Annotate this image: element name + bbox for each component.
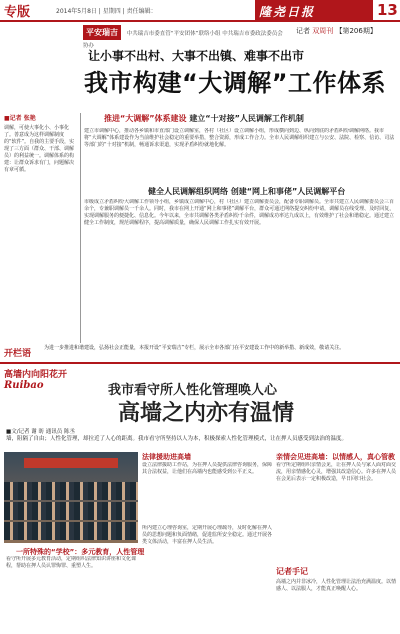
photo-audience-row — [4, 502, 138, 520]
column-subtitle: 中共瑞吉市委直管“平安团体”联络小组 中共瑞吉市委政法委员会 协办 — [83, 31, 283, 49]
byline-name: 双周刊 — [312, 27, 334, 35]
body-section-2: 市级成立矛盾纠纷大调解工作领导小组，乡镇成立调解中心，村（社区）建立调解委员会，配备专职调解员。全市共建立人民调解委员会三百余个，专兼职调解员一千余人。同时，我市在网上开通“网上和事佬”调解平台，群众可通过网络提交纠纷申请，调解员在线受理、及时回复，实现调解服务的便捷化、信息化。今年以来，全市共调解各类矛盾纠纷千余件，调解成功率达九成以上，有效维护了社会和谐稳定。通过建立健全工作制度，规范调解程序，提高调解质量，确保人民调解工作扎实有效开展。 — [84, 199, 395, 226]
article-2-intro: 墙，阻隔了自由；人性化管理，却拉近了人心的距离。我市看守所坚持以人为本，积极探索人性化管理模式，让在押人员感受到法治的温度。 — [6, 436, 348, 442]
photo-banner — [24, 458, 118, 468]
photo-audience-row — [4, 482, 138, 500]
article-2-kicker: 我市看守所人性化管理唤人心 — [108, 383, 278, 398]
body-a: 看守所开展多元教育活动，定期组织法律知识讲座和文化课程，帮助在押人员认罪悔罪、重塑人生。 — [6, 556, 137, 569]
news-photo — [4, 452, 138, 543]
left-column-head: ■记者 张艳 — [4, 115, 36, 122]
subhead-c: 亲情会见进高墙：以情感人，真心管教 — [276, 453, 395, 461]
article-2-byline: ■文/记者 谢 昉 通讯员 陈丞 — [6, 429, 76, 435]
masthead: 隆尧日报 — [255, 0, 373, 20]
column-logo-en: Ruibao — [4, 380, 44, 391]
section-rule — [0, 362, 400, 364]
column-tag — [83, 25, 283, 49]
issue-badge: 【第206期】 — [335, 27, 377, 35]
left-column — [4, 113, 76, 343]
editor-note-text: 为进一步推进和谐建设，弘扬社会正能量，本报开设“平安瑞吉”专栏，展示全市各部门在平安建设工作中的新举措、新成效，敬请关注。 — [44, 345, 345, 351]
subhead-1-red: 推进“大调解”体系建设 — [104, 114, 187, 123]
body-section-1: 建立市调解中心，推动各乡镇和市直部门设立调解室，各村（社区）设立调解小组，形成横向到边、纵向到底的矛盾纠纷调解网络。我市将“大调解”体系建设作为当前维护社会稳定的重要举措，整合资源，形成工作合力。全市人民调解组织建立与公安、法院、检察、信访、司法等部门的“十对接”机制，畅通诉求渠道，实现矛盾纠纷就地化解。 — [84, 128, 395, 148]
subhead-1 — [104, 113, 304, 124]
column-title: 平安瑞吉 — [83, 25, 121, 40]
byline-prefix: 记者 — [296, 27, 310, 35]
reporter-note — [276, 566, 396, 630]
body-b: 设立法律援助工作站，为在押人员提供法律咨询服务，保障其合法权益，让他们在高墙内也能感受到公平正义。 — [142, 462, 272, 475]
section-label: 专版 — [4, 5, 31, 20]
column-logo-cn: 高墙内向阳花开 — [4, 370, 68, 380]
byline — [296, 26, 377, 36]
reporter-note-title: 记者手记 — [276, 567, 308, 576]
photo-audience-row — [4, 522, 138, 540]
column-divider — [80, 113, 81, 343]
subhead-2: 健全人民调解组织网络 创建“网上和事佬”人民调解平台 — [148, 187, 346, 196]
reporter-note-text: 高墙之内并非冰冷，人性化管理让法治充满温度。以情感人、以法服人，才能真正唤醒人心。 — [276, 579, 397, 592]
body-c: 所内建立心理咨询室，定期开展心理疏导，及时化解在押人员的思想问题和负面情绪，促进监所安全稳定。通过开展各类文体活动，丰富在押人员生活。 — [142, 525, 272, 545]
article-kicker: 让小事不出村、大事不出镇、难事不出市 — [88, 49, 305, 63]
subhead-b: 法律援助进高墙 — [142, 453, 191, 461]
article-2-headline: 高墙之内亦有温情 — [118, 401, 295, 426]
top-bar — [0, 0, 400, 22]
body-d: 看守所定期组织亲情会见，让在押人员与家人面对面交流，用亲情感化心灵，增强其改造信心。许多在押人员在会见后表示一定积极改造，早日回归社会。 — [276, 462, 396, 482]
subhead-1-rest: 建立“十对接”人民调解工作机制 — [189, 114, 304, 123]
editor-note-label: 开栏语 — [4, 349, 32, 359]
left-column-text: 调解，可使大事化小、小事化了。善意成为这样调解制度的“软件”。自我的主要手段，实现了三方面（群众、干部、调解员）的利益统一。调解体系的构建：让群众诉求有门，问题解决有章可循。 — [4, 125, 75, 173]
page-number: 13 — [377, 1, 398, 19]
date-line: 2014年5月8日 | 星期四 | 责任编辑： — [56, 8, 157, 15]
subhead-a: 一所特殊的“学校”：多元教育，人性管理 — [16, 548, 145, 556]
column-logo — [4, 367, 80, 397]
article-headline: 我市构建“大调解”工作体系 — [84, 69, 387, 97]
